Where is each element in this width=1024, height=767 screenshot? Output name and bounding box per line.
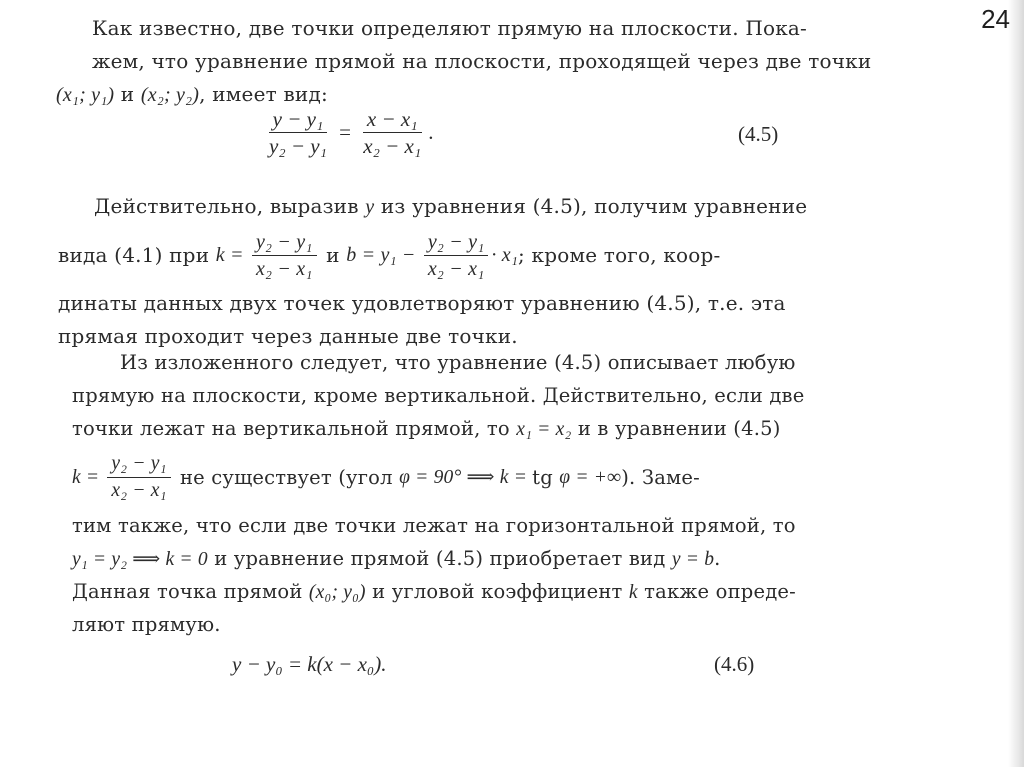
text-fragment: , имеет вид: — [199, 82, 328, 106]
paragraph-consequence — [72, 346, 908, 641]
math-point-0: (x₀; y₀) — [308, 582, 366, 603]
fraction-numerator: y₂ − y₁ — [252, 229, 317, 256]
text-fragment: не существует (угол — [173, 465, 400, 489]
text-line — [94, 190, 888, 223]
text-fragment: ). Заме- — [621, 465, 700, 489]
text-fragment: вида (4.1) при — [58, 242, 216, 267]
math-k: k — [628, 582, 638, 603]
math-tg: tg — [532, 465, 560, 489]
slide-edge-shadow — [1008, 0, 1024, 767]
equation-4-6 — [232, 652, 386, 677]
page-number: 24 — [981, 4, 1010, 34]
fraction-denominator: x₂ − x₁ — [363, 134, 422, 158]
fraction-numerator: x − x₁ — [363, 106, 422, 133]
text-line — [72, 542, 908, 575]
fraction-numerator: y₂ − y₁ — [424, 229, 489, 256]
text-fragment: точки лежат на вертикальной прямой, то — [72, 417, 517, 440]
math-k: k = — [72, 466, 105, 488]
text-line — [72, 412, 908, 445]
math-infinity: φ = +∞ — [559, 466, 622, 488]
math-point-2: (x₂; y₂) — [140, 84, 200, 106]
text-line: Из изложенного следует, что уравнение (4.5) описывает любую — [120, 351, 796, 374]
math-k: k = — [215, 243, 249, 266]
text-fragment: Данная точка прямой — [72, 580, 309, 603]
text-fragment: и — [319, 242, 347, 267]
fraction-numerator: y − y₁ — [269, 106, 328, 133]
math-angle: φ = 90° ⟹ k = — [399, 466, 533, 488]
text-line — [72, 575, 908, 608]
period: . — [428, 120, 434, 144]
text-fragment: Действительно, выразив — [94, 194, 366, 218]
fraction-denominator: x₂ − x₁ — [427, 257, 485, 280]
math-y1-eq-y2: y₁ = y₂ ⟹ k = 0 — [72, 549, 208, 570]
fraction-right — [359, 106, 425, 159]
text-line: динаты данных двух точек удовлетворяют уравнению (4.5), т.е. эта — [58, 291, 786, 315]
math-y: y — [365, 196, 375, 218]
fraction-k — [252, 229, 317, 282]
text-fragment: и — [114, 82, 141, 106]
math-x1-eq-x2: x₁ = x₂ — [516, 419, 572, 440]
text-line: тим также, что если две точки лежат на горизонтальной прямой, то — [72, 514, 796, 537]
text-line — [58, 223, 888, 287]
text-line: жем, что уравнение прямой на плоскости, проходящей через две точки — [92, 49, 872, 73]
paragraph-derivation — [58, 190, 888, 353]
text-fragment: также опреде- — [637, 580, 796, 603]
text-fragment: ; кроме того, коор- — [518, 242, 721, 267]
text-line: Как известно, две точки определяют прямую на плоскости. Пока- — [92, 16, 807, 40]
text-fragment: . — [714, 547, 721, 570]
fraction-left — [265, 106, 331, 159]
fraction-denominator: x₂ − x₁ — [111, 479, 167, 501]
equation-label-4-6: (4.6) — [714, 652, 755, 676]
text-fragment: и в уравнении (4.5) — [571, 417, 781, 440]
equation-expression: y − y₀ = k(x − x₀). — [232, 652, 387, 676]
text-fragment: из уравнения (4.5), получим уравнение — [374, 194, 808, 218]
text-fragment: и угловой коэффициент — [365, 580, 629, 603]
math-dot-x1: · x₁ — [491, 243, 519, 266]
text-line: ляют прямую. — [72, 613, 221, 636]
equation-label-4-5: (4.5) — [738, 122, 779, 146]
equation-4-5 — [262, 106, 433, 159]
math-y-eq-b: y = b — [671, 549, 715, 570]
fraction-b — [424, 229, 489, 282]
fraction-denominator: x₂ − x₁ — [255, 257, 313, 280]
math-b: b = y₁ − — [346, 243, 421, 266]
text-line — [56, 78, 898, 111]
text-fragment: и уравнение прямой (4.5) приобретает вид — [207, 547, 672, 570]
text-line — [72, 445, 908, 509]
equals-sign: = — [333, 120, 357, 144]
text-line: прямая проходит через данные две точки. — [58, 324, 518, 348]
fraction-numerator: y₂ − y₁ — [107, 451, 170, 478]
fraction-denominator: y₂ − y₁ — [269, 134, 327, 158]
math-point-1: (x₁; y₁) — [56, 84, 115, 106]
paragraph-intro — [56, 12, 898, 111]
fraction-k — [107, 451, 170, 504]
text-line: прямую на плоскости, кроме вертикальной. Действительно, если две — [72, 384, 805, 407]
